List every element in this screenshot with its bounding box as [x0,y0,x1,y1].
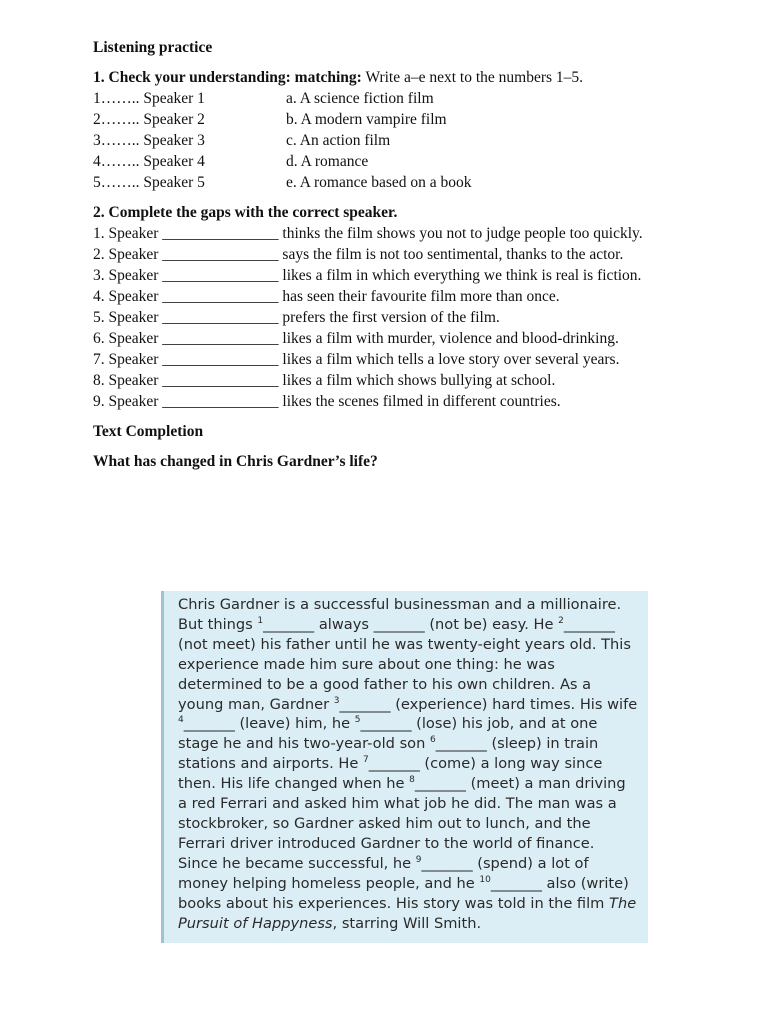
gap-fill-heading: 2. Complete the gaps with the correct speaker. [93,204,398,221]
matching-question [93,67,693,88]
passage-text [178,595,638,933]
gap-fill-section [93,202,693,412]
page-title: Listening practice [93,39,213,56]
gap-number: 7 [362,755,369,766]
gap-item: 6. Speaker _______________ likes a film with murder, violence and blood-drinking. [93,330,619,347]
match-row [93,172,693,193]
match-option: d. A romance [286,153,369,170]
matching-instruction: Write a–e next to the numbers 1–5. [361,69,584,86]
gap-item: 1. Speaker _______________ thinks the film shows you not to judge people too quickly. [93,225,643,242]
text-completion-heading: Text Completion [93,423,204,440]
matching-heading: 1. Check your understanding: matching: [93,69,362,86]
passage-segment: _______ also (write) books about his experiences. His story was told in the film [178,874,629,912]
gap-item: 2. Speaker _______________ says the film is not too sentimental, thanks to the actor. [93,246,624,263]
passage-segment: _______ (leave) him, he [183,715,355,733]
passage-segment: _______ (experience) hard times. His wife [339,695,638,713]
passage-segment: _______ (not meet) his father until he was twenty-eight years old. This experience made him sure about one thing: he was determined to be a good father to his own children. As a young man, Gardner [178,615,631,713]
match-speaker: 5…….. Speaker 5 [93,174,205,191]
match-speaker: 4…….. Speaker 4 [93,153,205,170]
gap-fill-question [93,202,693,223]
passage-box [161,591,648,943]
passage-segment: Chris Gardner is a successful businessman and a millionaire. But things [178,596,622,633]
gap-number: 10 [479,874,491,885]
gap-number: 5 [354,715,361,726]
gap-item: 4. Speaker _______________ has seen their favourite film more than once. [93,288,560,305]
gap-item: 8. Speaker _______________ likes a film which shows bullying at school. [93,372,556,389]
film-title: The Pursuit of Happyness [178,894,637,932]
gap-number: 2 [558,616,564,627]
gap-number: 8 [409,775,415,786]
match-speaker: 2…….. Speaker 2 [93,111,205,128]
passage-segment: _______ (meet) a man driving a red Ferrari and asked him what job he did. The man was a stockbroker, so Gardner asked him out to lunch, and the Ferrari driver introduced Gardner to the world of finance. Since he became successful, he [178,775,626,872]
gap-number: 6 [430,735,436,746]
match-row [93,130,693,151]
passage-segment: _______ (come) a long way since then. His life changed when he [178,755,603,793]
match-row [93,88,693,109]
text-completion-section [93,421,693,472]
match-row [93,151,693,172]
match-row [93,109,693,130]
gap-number: 1 [257,616,264,627]
text-completion-question: What has changed in Chris Gardner’s life? [93,453,378,470]
match-option: b. A modern vampire film [286,111,447,128]
passage-segment: , starring Will Smith. [332,914,482,932]
gap-item: 7. Speaker _______________ likes a film which tells a love story over several years. [93,351,620,368]
worksheet [93,37,693,472]
gap-item: 9. Speaker _______________ likes the scenes filmed in different countries. [93,393,561,410]
match-option: e. A romance based on a book [286,174,472,191]
gap-number: 9 [415,854,422,865]
gap-number: 3 [333,695,340,706]
gap-number: 4 [178,715,184,726]
matching-section [93,67,693,193]
passage-segment: _______ (spend) a lot of money helping homeless people, and he [178,854,589,892]
match-option: a. A science fiction film [286,90,434,107]
passage-segment: _______ always _______ (not be) easy. He [263,615,559,633]
passage-segment: _______ (sleep) in train stations and airports. He [178,735,599,773]
match-option: c. An action film [286,132,391,149]
match-speaker: 1…….. Speaker 1 [93,90,205,107]
match-speaker: 3…….. Speaker 3 [93,132,205,149]
gap-item: 3. Speaker _______________ likes a film in which everything we think is real is fiction. [93,267,642,284]
gap-item: 5. Speaker _______________ prefers the first version of the film. [93,309,500,326]
passage-segment: _______ (lose) his job, and at one stage he and his two-year-old son [178,715,598,753]
